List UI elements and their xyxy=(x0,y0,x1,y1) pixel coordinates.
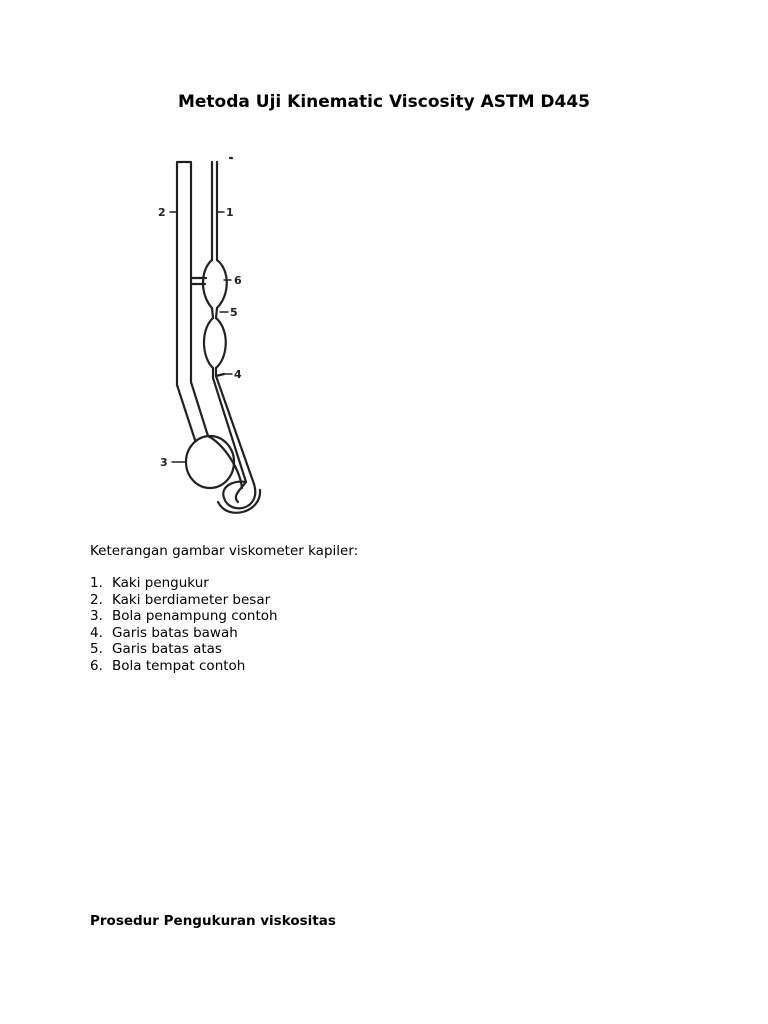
document-title: Metoda Uji Kinematic Viscosity ASTM D445 xyxy=(177,92,591,112)
legend-item xyxy=(90,575,278,592)
figure-caption: Keterangan gambar viskometer kapiler: xyxy=(90,543,359,559)
label-leader-lines xyxy=(170,212,232,462)
capillary-viscometer-diagram xyxy=(150,150,270,520)
legend-item-text: Kaki berdiameter besar xyxy=(112,591,271,608)
figure-label-6: 6 xyxy=(234,274,242,287)
legend-item xyxy=(90,592,278,609)
legend-item-number: 3. xyxy=(90,608,103,625)
viscometer-figure xyxy=(150,150,270,520)
upper-bulb xyxy=(203,260,227,308)
legend-item-number: 4. xyxy=(90,624,103,641)
lower-bulb xyxy=(204,318,226,368)
legend-item xyxy=(90,608,278,625)
legend-item-text: Bola penampung contoh xyxy=(112,608,278,625)
legend-item xyxy=(90,625,278,642)
mark-line-4 xyxy=(216,374,224,376)
legend-item-text: Bola tempat contoh xyxy=(112,657,246,674)
figure-label-5: 5 xyxy=(230,306,238,319)
legend-item-number: 2. xyxy=(90,591,103,608)
legend-item xyxy=(90,658,278,675)
figure-label-4: 4 xyxy=(234,368,242,381)
section-heading: Prosedur Pengukuran viskositas xyxy=(90,913,336,929)
legend-item-number: 5. xyxy=(90,641,103,658)
legend-item-text: Garis batas bawah xyxy=(112,624,238,641)
figure-label-2: 2 xyxy=(158,206,166,219)
figure-label-1: 1 xyxy=(226,206,234,219)
wide-tube-outline xyxy=(177,162,208,440)
legend-item xyxy=(90,641,278,658)
legend-item-number: 6. xyxy=(90,657,103,674)
bulb-neck xyxy=(212,308,217,318)
reservoir-bulb xyxy=(186,436,234,488)
legend-item-number: 1. xyxy=(90,575,103,591)
u-bend xyxy=(223,482,255,509)
legend-item-text: Garis batas atas xyxy=(112,641,222,658)
legend-list xyxy=(90,575,278,675)
legend-item-text: Kaki pengukur xyxy=(112,575,209,591)
figure-label-3: 3 xyxy=(160,456,168,469)
capillary-tube-top xyxy=(212,162,217,260)
